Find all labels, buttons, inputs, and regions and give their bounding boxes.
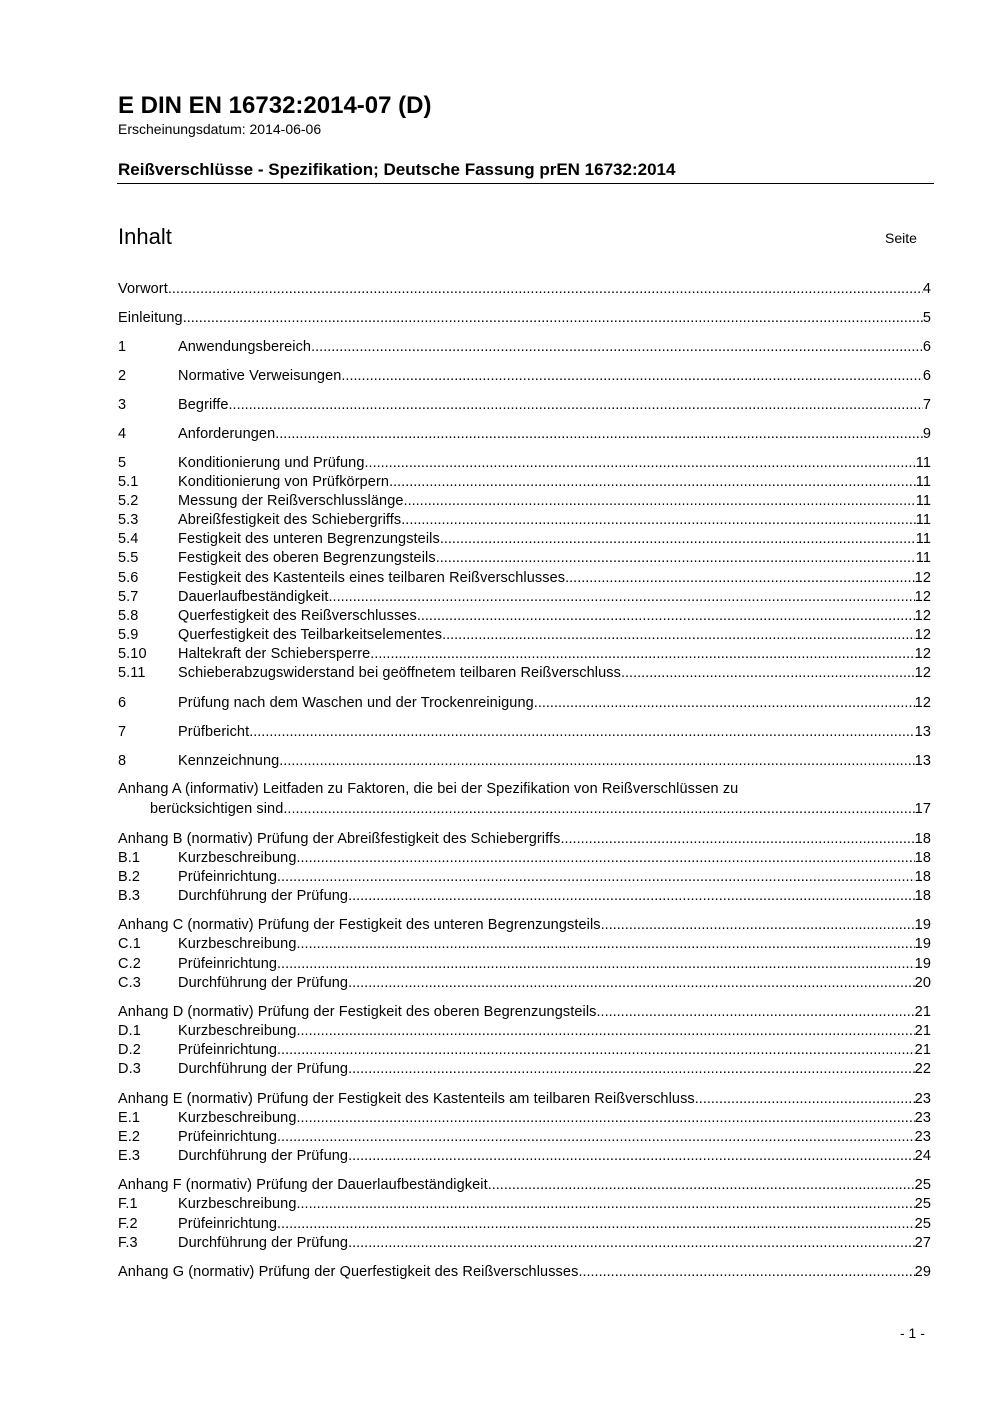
toc-leader-dots <box>578 1263 914 1282</box>
toc-entry-page: 25 <box>914 1216 931 1232</box>
toc-entry-annex-a-line2[interactable] <box>118 800 931 820</box>
toc-leader-dots <box>329 588 915 607</box>
toc-entry-page: 6 <box>922 368 931 384</box>
toc-entry-title: Durchführung der Prüfung <box>178 1235 349 1251</box>
toc-entry-number: B.3 <box>118 888 141 904</box>
toc-entry-title: Messung der Reißverschlusslänge <box>178 493 404 509</box>
toc-leader-dots <box>404 492 916 511</box>
toc-entry-page: 25 <box>914 1196 931 1212</box>
toc-entry-title: Prüfung nach dem Waschen und der Trockenreinigung <box>178 695 534 711</box>
toc-entry[interactable] <box>118 338 931 358</box>
toc-entry-title: Schieberabzugswiderstand bei geöffnetem teilbaren Reißverschluss <box>178 665 621 681</box>
toc-entry[interactable] <box>118 830 931 850</box>
toc-entry-title: Durchführung der Prüfung <box>178 888 349 904</box>
toc-entry-page: 27 <box>914 1235 931 1251</box>
toc-leader-dots <box>401 511 915 530</box>
toc-entry-number: C.2 <box>118 956 141 972</box>
toc-entry[interactable] <box>118 1090 931 1110</box>
toc-entry-number: 2 <box>118 368 127 384</box>
toc-entry-number: 5.7 <box>118 589 139 605</box>
toc-entry-number: 5 <box>118 455 127 471</box>
toc-entry[interactable] <box>118 367 931 387</box>
toc-entry-page: 4 <box>922 281 931 297</box>
toc-leader-dots <box>296 935 914 954</box>
toc-entry-page: 12 <box>914 665 931 681</box>
toc-entry-number: F.1 <box>118 1196 138 1212</box>
toc-leader-dots <box>560 830 914 849</box>
toc-leader-dots <box>249 723 914 742</box>
toc-entry-page: 29 <box>914 1264 931 1280</box>
toc-leader-dots <box>296 849 914 868</box>
document-subtitle: Reißverschlüsse - Spezifikation; Deutsche Fassung prEN 16732:2014 <box>118 160 676 179</box>
toc-leader-dots <box>279 752 914 771</box>
toc-leader-dots <box>440 530 916 549</box>
toc-leader-dots <box>348 1060 915 1079</box>
toc-entry[interactable] <box>118 309 931 329</box>
toc-entry-page: 19 <box>914 956 931 972</box>
toc-entry-page: 22 <box>914 1061 931 1077</box>
toc-leader-dots <box>601 916 915 935</box>
toc-entry[interactable] <box>118 607 931 627</box>
toc-entry-number: C.1 <box>118 936 141 952</box>
toc-entry-title: Prüfeinrichtung <box>178 956 278 972</box>
toc-entry-page: 13 <box>914 753 931 769</box>
toc-entry-number: 3 <box>118 397 127 413</box>
toc-entry-annex-a-line1[interactable]: Anhang A (informativ) Leitfaden zu Faktoren, die bei der Spezifikation von Reißverschlüssen zu <box>118 781 739 797</box>
toc-entry[interactable] <box>118 425 931 445</box>
toc-entry[interactable] <box>118 1263 931 1283</box>
toc-leader-dots <box>296 1195 914 1214</box>
toc-entry-page: 18 <box>914 850 931 866</box>
toc-entry-title: Anhang D (normativ) Prüfung der Festigkeit des oberen Begrenzungsteils <box>118 1004 597 1020</box>
toc-entry-number: 5.6 <box>118 570 139 586</box>
toc-entry-title: Konditionierung und Prüfung <box>178 455 365 471</box>
toc-entry-title: Festigkeit des oberen Begrenzungsteils <box>178 550 436 566</box>
toc-entry-page: 21 <box>914 1004 931 1020</box>
toc-entry-number: 5.8 <box>118 608 139 624</box>
toc-entry-number: D.1 <box>118 1023 141 1039</box>
toc-entry-number: 5.4 <box>118 531 139 547</box>
document-title: E DIN EN 16732:2014-07 (D) <box>118 92 432 119</box>
toc-leader-dots <box>183 309 923 328</box>
toc-entry[interactable] <box>118 664 931 684</box>
toc-entry-number: D.3 <box>118 1061 141 1077</box>
toc-leader-dots <box>348 974 915 993</box>
toc-entry-title: Kennzeichnung <box>178 753 280 769</box>
toc-leader-dots <box>341 367 922 386</box>
toc-leader-dots <box>597 1003 915 1022</box>
toc-entry-title: Festigkeit des unteren Begrenzungsteils <box>178 531 440 547</box>
toc-leader-dots <box>277 1128 915 1147</box>
toc-entry-page: 12 <box>914 608 931 624</box>
toc-entry-title: Durchführung der Prüfung <box>178 1148 349 1164</box>
toc-entry-title: Konditionierung von Prüfkörpern <box>178 474 390 490</box>
toc-entry-page: 11 <box>915 455 931 471</box>
toc-entry-number: 5.3 <box>118 512 139 528</box>
toc-entry-page: 19 <box>914 917 931 933</box>
toc-leader-dots <box>348 1147 915 1166</box>
toc-entry-title: Anhang G (normativ) Prüfung der Querfestigkeit des Reißverschlusses <box>118 1264 579 1280</box>
toc-entry-page: 11 <box>915 493 931 509</box>
toc-entry-title: Kurzbeschreibung <box>178 850 297 866</box>
toc-entry-title: Kurzbeschreibung <box>178 936 297 952</box>
toc-entry[interactable] <box>118 280 931 300</box>
toc-leader-dots <box>311 338 923 357</box>
toc-entry-title: Anhang F (normativ) Prüfung der Dauerlaufbeständigkeit <box>118 1177 488 1193</box>
toc-entry-page: 24 <box>914 1148 931 1164</box>
toc-entry-title: Anhang C (normativ) Prüfung der Festigkeit des unteren Begrenzungsteils <box>118 917 601 933</box>
toc-leader-dots <box>277 955 915 974</box>
toc-entry[interactable] <box>118 1022 931 1042</box>
toc-entry-page: 23 <box>914 1110 931 1126</box>
toc-entry-number: 5.11 <box>118 665 146 681</box>
toc-entry[interactable] <box>118 588 931 608</box>
toc-entry[interactable] <box>118 1041 931 1061</box>
toc-entry-number: D.2 <box>118 1042 141 1058</box>
toc-entry-number: 5.5 <box>118 550 139 566</box>
toc-entry-page: 7 <box>922 397 931 413</box>
toc-entry-number: 5.9 <box>118 627 139 643</box>
toc-leader-dots <box>370 645 914 664</box>
toc-entry[interactable] <box>118 1147 931 1167</box>
toc-entry-page: 23 <box>914 1129 931 1145</box>
toc-leader-dots <box>365 454 916 473</box>
toc-leader-dots <box>417 607 915 626</box>
toc-entry[interactable] <box>118 473 931 493</box>
toc-entry-number: 6 <box>118 695 127 711</box>
toc-entry-title: Durchführung der Prüfung <box>178 1061 349 1077</box>
toc-entry[interactable] <box>118 723 931 743</box>
toc-entry-page: 25 <box>914 1177 931 1193</box>
toc-entry[interactable] <box>118 396 931 416</box>
page-column-label: Seite <box>885 230 917 246</box>
toc-entry-number: E.2 <box>118 1129 141 1145</box>
toc-entry-title: Kurzbeschreibung <box>178 1110 297 1126</box>
toc-entry-title: Kurzbeschreibung <box>178 1196 297 1212</box>
toc-entry-page: 9 <box>922 426 931 442</box>
toc-entry-title: berücksichtigen sind <box>150 801 284 817</box>
toc-entry-title: Prüfeinrichtung <box>178 869 278 885</box>
toc-entry-title: Festigkeit des Kastenteils eines teilbaren Reißverschlusses <box>178 570 566 586</box>
toc-entry-number: 1 <box>118 339 127 355</box>
toc-entry-title: Kurzbeschreibung <box>178 1023 297 1039</box>
toc-entry-number: E.3 <box>118 1148 141 1164</box>
toc-entry-number: B.1 <box>118 850 141 866</box>
toc-entry-page: 12 <box>914 570 931 586</box>
toc-entry-page: 6 <box>922 339 931 355</box>
toc-entry-title: Normative Verweisungen <box>178 368 342 384</box>
toc-leader-dots <box>534 694 915 713</box>
toc-entry[interactable] <box>118 549 931 569</box>
toc-entry[interactable] <box>118 887 931 907</box>
toc-entry-page: 23 <box>914 1091 931 1107</box>
toc-entry[interactable] <box>118 569 931 589</box>
page-number: - 1 - <box>900 1325 925 1341</box>
toc-entry-page: 5 <box>922 310 931 326</box>
toc-entry-title: Prüfeinrichtung <box>178 1216 278 1232</box>
toc-entry-page: 19 <box>914 936 931 952</box>
toc-entry-title: Vorwort <box>118 281 168 297</box>
toc-entry[interactable] <box>118 974 931 994</box>
toc-leader-dots <box>277 1215 915 1234</box>
toc-entry[interactable] <box>118 1003 931 1023</box>
toc-entry-page: 11 <box>915 512 931 528</box>
toc-entry[interactable] <box>118 935 931 955</box>
toc-leader-dots <box>565 569 915 588</box>
publication-date: Erscheinungsdatum: 2014-06-06 <box>118 121 322 137</box>
toc-leader-dots <box>277 868 915 887</box>
toc-heading: Inhalt <box>118 224 172 249</box>
toc-entry[interactable] <box>118 1234 931 1254</box>
toc-leader-dots <box>621 664 915 683</box>
toc-leader-dots <box>348 887 915 906</box>
toc-entry-title: Prüfbericht <box>178 724 250 740</box>
toc-entry[interactable] <box>118 645 931 665</box>
toc-entry-number: 5.10 <box>118 646 147 662</box>
toc-entry-title: Begriffe <box>178 397 229 413</box>
toc-entry[interactable] <box>118 849 931 869</box>
toc-entry[interactable] <box>118 1176 931 1196</box>
toc-entry[interactable] <box>118 694 931 714</box>
toc-entry[interactable] <box>118 1195 931 1215</box>
toc-entry-title: Anforderungen <box>178 426 276 442</box>
toc-entry[interactable] <box>118 626 931 646</box>
toc-entry-title: Anwendungsbereich <box>178 339 312 355</box>
toc-entry-title: Anhang E (normativ) Prüfung der Festigkeit des Kastenteils am teilbaren Reißverschluss <box>118 1091 695 1107</box>
toc-leader-dots <box>436 549 916 568</box>
toc-leader-dots <box>488 1176 915 1195</box>
toc-entry[interactable] <box>118 530 931 550</box>
toc-entry-number: 8 <box>118 753 127 769</box>
toc-entry-page: 18 <box>914 831 931 847</box>
toc-leader-dots <box>283 800 914 819</box>
toc-entry-title: Prüfeinrichtung <box>178 1129 278 1145</box>
toc-entry-page: 20 <box>914 975 931 991</box>
toc-leader-dots <box>296 1109 914 1128</box>
toc-entry-page: 12 <box>914 646 931 662</box>
toc-entry[interactable] <box>118 752 931 772</box>
toc-entry-number: 5.1 <box>118 474 139 490</box>
toc-entry-title: Haltekraft der Schiebersperre <box>178 646 371 662</box>
toc-leader-dots <box>695 1090 915 1109</box>
toc-entry-number: E.1 <box>118 1110 141 1126</box>
toc-entry[interactable] <box>118 492 931 512</box>
toc-entry-page: 11 <box>915 474 931 490</box>
toc-entry-number: 4 <box>118 426 127 442</box>
toc-leader-dots <box>168 280 923 299</box>
toc-entry-title: Querfestigkeit des Reißverschlusses <box>178 608 417 624</box>
toc-entry-title: Prüfeinrichtung <box>178 1042 278 1058</box>
toc-leader-dots <box>277 1041 915 1060</box>
toc-entry-page: 17 <box>914 801 931 817</box>
toc-entry-title: Durchführung der Prüfung <box>178 975 349 991</box>
toc-entry-page: 11 <box>915 531 931 547</box>
toc-entry[interactable] <box>118 916 931 936</box>
toc-leader-dots <box>275 425 923 444</box>
toc-leader-dots <box>389 473 916 492</box>
toc-entry[interactable] <box>118 1128 931 1148</box>
toc-entry[interactable] <box>118 511 931 531</box>
toc-entry-page: 21 <box>914 1023 931 1039</box>
toc-entry-page: 13 <box>914 724 931 740</box>
toc-entry-number: C.3 <box>118 975 141 991</box>
toc-entry-number: B.2 <box>118 869 141 885</box>
toc-leader-dots <box>348 1234 915 1253</box>
toc-entry[interactable] <box>118 955 931 975</box>
toc-entry-page: 21 <box>914 1042 931 1058</box>
toc-entry-title: Dauerlaufbeständigkeit <box>178 589 329 605</box>
toc-leader-dots <box>296 1022 914 1041</box>
toc-entry-title: Anhang B (normativ) Prüfung der Abreißfestigkeit des Schiebergriffs <box>118 831 561 847</box>
toc-leader-dots <box>442 626 915 645</box>
toc-entry[interactable] <box>118 454 931 474</box>
toc-entry-number: F.2 <box>118 1216 138 1232</box>
toc-entry-page: 12 <box>914 695 931 711</box>
toc-entry-title: Abreißfestigkeit des Schiebergriffs <box>178 512 402 528</box>
toc-entry-title: Einleitung <box>118 310 183 326</box>
toc-entry-page: 12 <box>914 589 931 605</box>
toc-entry[interactable] <box>118 868 931 888</box>
toc-entry-number: F.3 <box>118 1235 138 1251</box>
toc-entry-page: 11 <box>915 550 931 566</box>
toc-entry[interactable] <box>118 1215 931 1235</box>
toc-entry-title: Querfestigkeit des Teilbarkeitselementes <box>178 627 443 643</box>
toc-entry-number: 5.2 <box>118 493 139 509</box>
header-divider <box>117 183 934 184</box>
toc-entry-page: 18 <box>914 888 931 904</box>
toc-entry[interactable] <box>118 1109 931 1129</box>
toc-entry-page: 12 <box>914 627 931 643</box>
toc-entry[interactable] <box>118 1060 931 1080</box>
toc-leader-dots <box>229 396 923 415</box>
toc-entry-number: 7 <box>118 724 127 740</box>
toc-entry-page: 18 <box>914 869 931 885</box>
